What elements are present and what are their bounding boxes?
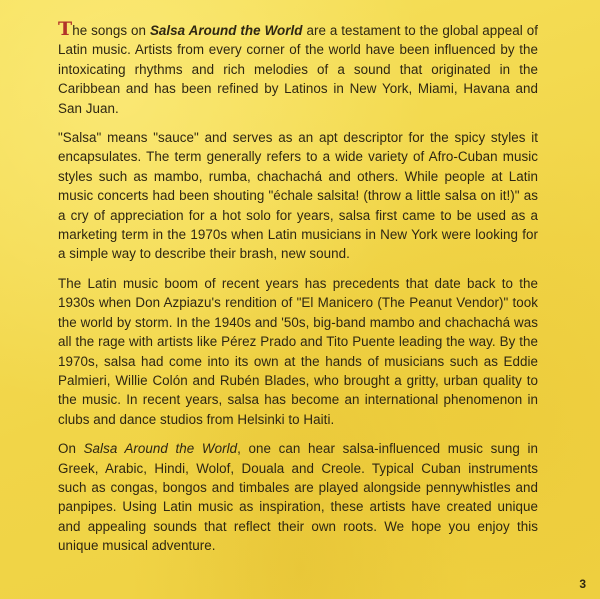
- paragraph-album: [58, 439, 538, 555]
- album-title-emphasis: Salsa Around the World: [149, 23, 303, 38]
- text-run: The Latin music boom of recent years has precedents that date back to the 1930s when Don Azpiazu's rendition of "El Manicero (The Peanut Vendor)" took the world by storm. In the 1940s and '50s, big-band mambo and chachachá was all the rage with artists like Pérez Prado and Tito Puente leading the way. By the 1970s, salsa had come into its own at the hands of musicians such as Eddie Palmieri, Willie Colón and Rubén Blades, who brought a gritty, urban quality to the music. In recent years, salsa has become an international phenomenon in clubs and dance studios from Helsinki to Haiti.: [58, 275, 538, 427]
- paragraph-history: [58, 274, 538, 429]
- page-number: 3: [579, 577, 586, 591]
- paragraph-intro: [58, 20, 538, 118]
- text-run: , one can hear salsa-influenced music sung in Greek, Arabic, Hindi, Wolof, Douala and Creole. Typical Cuban instruments such as congas, bongos and timbales are played alongside pennywhistles and panpipes. Using Latin music as inspiration, these artists have created unique and appealing sounds that reflect their own roots. We hope you enjoy this unique musical adventure.: [58, 441, 538, 554]
- text-run: are a testament to the global appeal of Latin music. Artists from every corner of the world have been influenced by the intoxicating rhythms and rich melodies of a sound that originated in the Caribbean and has been refined by Latinos in New York, Miami, Havana and San Juan.: [58, 23, 538, 116]
- text-run: On: [58, 441, 84, 457]
- liner-notes-text: [58, 20, 538, 566]
- album-title-emphasis: Salsa Around the World: [83, 441, 238, 457]
- text-run: "Salsa" means "sauce" and serves as an apt descriptor for the spicy styles it encapsulates. The term generally refers to a wide variety of Afro-Cuban music styles such as mambo, rumba, chachachá and others. While people at Latin music concerts had been shouting "échale salsita! (throw a little salsa on it!)" as a cry of appreciation for a hot solo for years, salsa first came to be used as a marketing term in the 1970s when Latin musicians in New York were looking for a simple way to describe their brash, new sound.: [58, 130, 538, 262]
- text-run: he songs on: [72, 23, 150, 38]
- paragraph-salsa-meaning: [58, 128, 538, 264]
- drop-cap-letter: T: [58, 18, 73, 40]
